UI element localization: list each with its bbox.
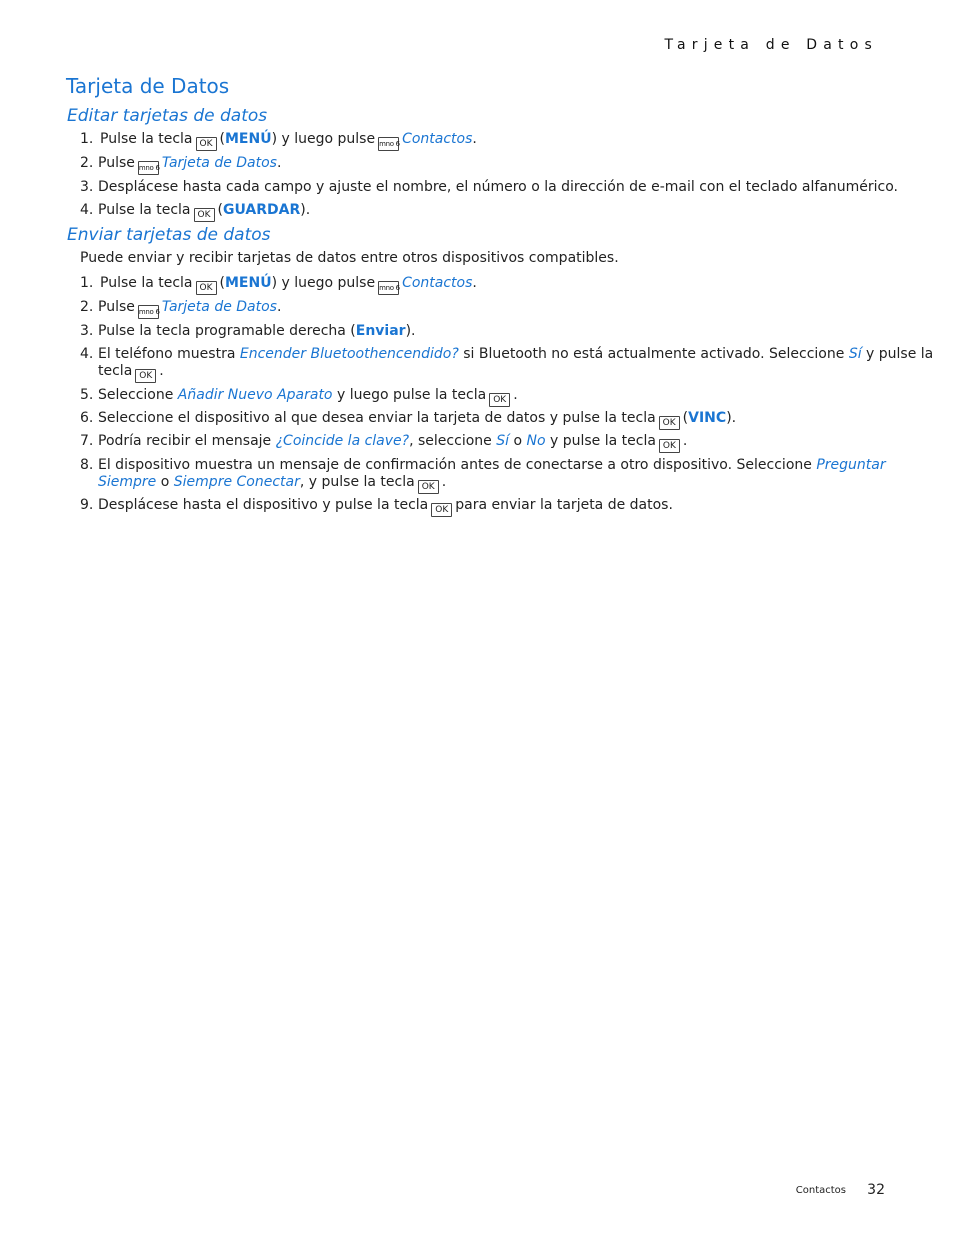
step-number: 2. (80, 155, 94, 171)
step-number: 4. (80, 202, 94, 218)
ok-key-icon: OK (418, 480, 439, 494)
step-text: Pulse la tecla OK (MENÚ) y luego pulse mno 6 Contactos. (100, 131, 477, 149)
footer-section-label: Contactos (795, 1185, 846, 1196)
mno-key-icon: mno 6 (138, 161, 159, 175)
page-title: Tarjeta de Datos (66, 74, 230, 98)
step-text: Pulse la tecla OK (GUARDAR). (98, 202, 311, 220)
step-text: El dispositivo muestra un mensaje de confirmación antes de conectarse a otro dispositivo. Seleccione Preguntar (98, 457, 886, 473)
step-text: Pulse la tecla OK (MENÚ) y luego pulse mno 6 Contactos. (100, 275, 477, 293)
step-number: 3. (80, 323, 94, 339)
section-heading-edit: Editar tarjetas de datos (67, 106, 268, 126)
step-text-continued: tecla OK . (98, 363, 164, 381)
step-number: 3. (80, 179, 94, 195)
ok-key-icon: OK (194, 208, 215, 222)
ok-key-icon: OK (659, 439, 680, 453)
step-number: 9. (80, 497, 94, 513)
page-number: 32 (867, 1182, 885, 1198)
step-text: Desplácese hasta el dispositivo y pulse la tecla OK para enviar la tarjeta de datos. (98, 497, 673, 515)
ok-key-icon: OK (431, 503, 452, 517)
step-text: Seleccione Añadir Nuevo Aparato y luego pulse la tecla OK . (98, 387, 518, 405)
step-text: Seleccione el dispositivo al que desea enviar la tarjeta de datos y pulse la tecla OK (VINC). (98, 410, 737, 428)
step-text-continued: Siempre o Siempre Conectar, y pulse la tecla OK . (98, 474, 447, 492)
step-number: 8. (80, 457, 94, 473)
mno-key-icon: mno 6 (138, 305, 159, 319)
ok-key-icon: OK (196, 137, 217, 151)
ok-key-icon: OK (196, 281, 217, 295)
step-text: Pulse mno 6 Tarjeta de Datos. (98, 299, 281, 319)
mno-key-icon: mno 6 (378, 137, 399, 151)
mno-key-icon: mno 6 (378, 281, 399, 295)
section-heading-send: Enviar tarjetas de datos (67, 225, 271, 245)
step-number: 4. (80, 346, 94, 362)
step-number: 1. (80, 131, 94, 147)
section-intro: Puede enviar y recibir tarjetas de datos entre otros dispositivos compatibles. (80, 250, 619, 266)
step-text: Pulse la tecla programable derecha (Enviar). (98, 323, 416, 339)
step-text: Desplácese hasta cada campo y ajuste el nombre, el número o la dirección de e-mail con el teclado alfanumérico. (98, 179, 899, 195)
step-number: 5. (80, 387, 94, 403)
step-number: 2. (80, 299, 94, 315)
step-text: El teléfono muestra Encender Bluetoothencendido? si Bluetooth no está actualmente activado. Seleccione Sí y pulse la (98, 346, 934, 362)
step-text: Pulse mno 6 Tarjeta de Datos. (98, 155, 281, 175)
step-number: 1. (80, 275, 94, 291)
ok-key-icon: OK (659, 416, 680, 430)
step-text: Podría recibir el mensaje ¿Coincide la clave?, seleccione Sí o No y pulse la tecla OK . (98, 433, 688, 451)
step-number: 6. (80, 410, 94, 426)
step-number: 7. (80, 433, 94, 449)
ok-key-icon: OK (135, 369, 156, 383)
ok-key-icon: OK (489, 393, 510, 407)
running-header: Tarjeta de Datos (664, 37, 878, 53)
